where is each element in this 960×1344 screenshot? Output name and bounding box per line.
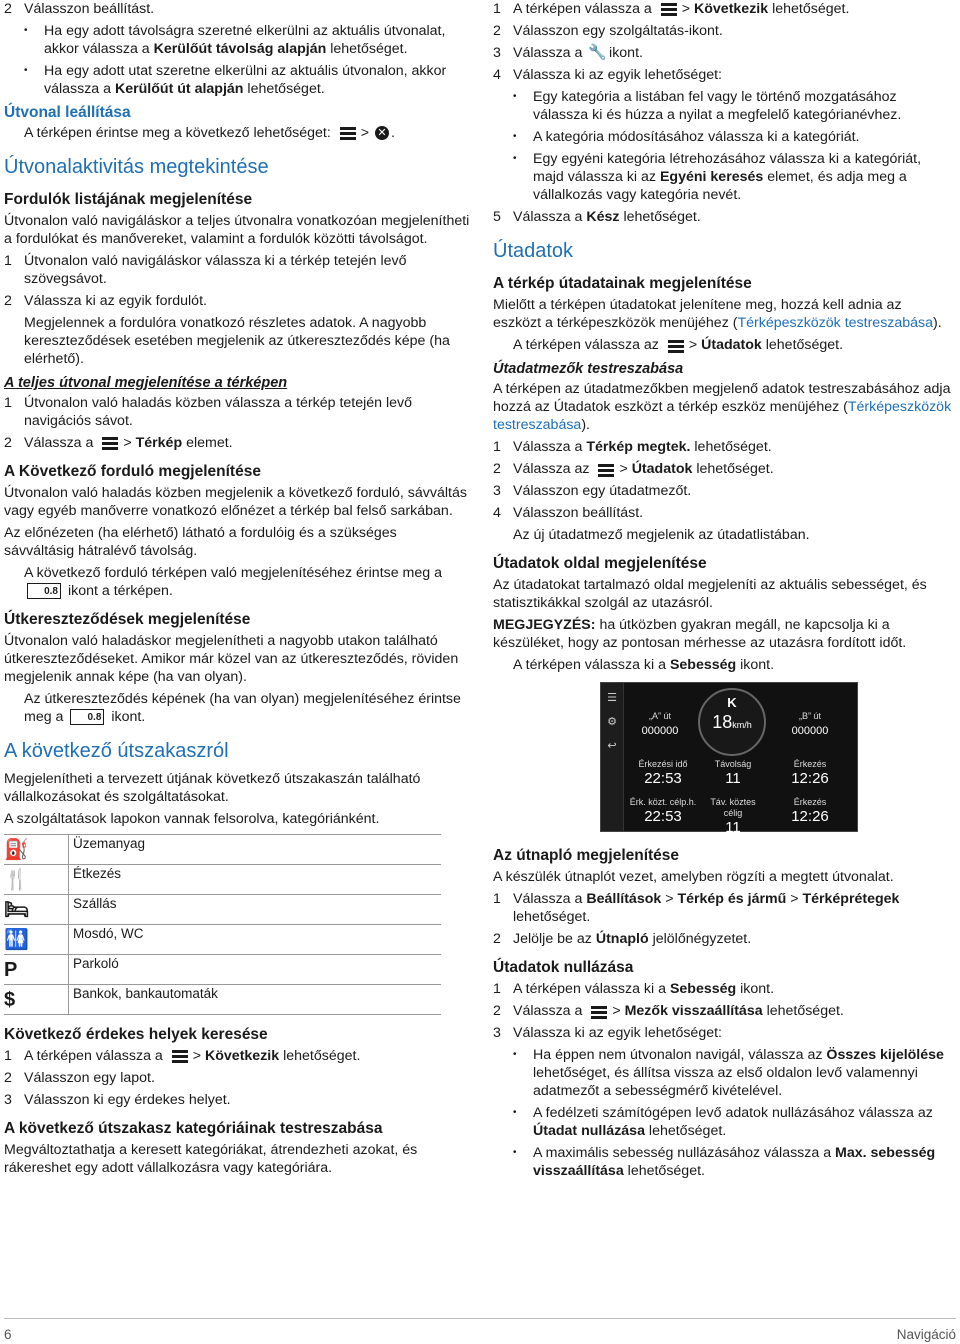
paragraph: A készülék útnaplót vezet, amelyben rögzíti a megtett útvonalat.: [493, 869, 894, 886]
paragraph: Mielőtt a térképen útadatokat jelenítene meg, hozzá kell adnia az eszközt a térképeszközök menüjéhez (Térképeszközök testreszabása).: [493, 297, 942, 332]
distance-field[interactable]: Távolság 11: [714, 759, 752, 788]
paragraph: Megváltoztathatja a keresett kategóriákat, átrendezheti azokat, és rákereshet egy adott vállalkozásra vagy kategóriára.: [4, 1142, 418, 1176]
subheading: Útadatok nullázása: [493, 959, 634, 977]
bullet-item: • Egy egyéni kategória létrehozásához válassza ki a kategóriát, majd válassza ki az Egyéni keresés elemet, és adja meg a vállalkozás vagy kategória nevét.: [513, 151, 922, 204]
bullet-item: • Ha egy adott utat szeretne elkerülni az aktuális útvonalon, akkor válassza a Kerülőút út alapján lehetőséget.: [24, 63, 447, 97]
step: 5 Válassza a Kész lehetőséget.: [493, 209, 701, 226]
menu-icon: [596, 463, 616, 477]
menu-icon: [666, 339, 686, 353]
paragraph: Az útkereszteződés képének (ha van olyan) megjelenítéséhez érintse meg a 0.8 ikont.: [24, 691, 461, 725]
subheading: Az útnapló megjelenítése: [493, 847, 680, 865]
bullet-item: • Ha éppen nem útvonalon navigál, válassza az Összes kijelölése lehetőséget, és állítsa vissza az első oldalon levő valamennyi adatmezőt a sebességmérő kivételével.: [513, 1047, 944, 1100]
footer-divider: [4, 1318, 956, 1319]
step: 2 Válasszon egy lapot.: [4, 1070, 155, 1086]
step: 1 Válassza a Térkép megtek. lehetőséget.: [493, 439, 772, 456]
subheading: A teljes útvonal megjelenítése a térképen: [4, 375, 288, 391]
step: 1 Válassza a Beállítások > Térkép és jármű > Térképrétegek lehetőséget.: [493, 891, 900, 926]
restroom-icon: 🚻: [4, 925, 69, 955]
step: 2 Válassza a > Térkép elemet.: [4, 435, 233, 451]
note: MEGJEGYZÉS: ha útközben gyakran megáll, ne kapcsolja ki a készüléket, hogy az pontosan mérhesse az utazásra fordított időt.: [493, 617, 907, 652]
subheading: Útadatmezők testreszabása: [493, 361, 684, 378]
paragraph: Az útadatokat tartalmazó oldal megjeleníti az aktuális sebességet, és statisztikákkal szolgál az utazásról.: [493, 577, 927, 612]
section-heading: Útvonal leállítása: [4, 104, 131, 121]
step: 1 A térképen válassza a > Következik lehetőséget.: [493, 1, 850, 17]
paragraph: Útvonalon való haladás közben megjelenik a következő forduló, sávváltás vagy egyéb manőverre vonatkozó előnézet a térkép bal felső sarkában.: [4, 485, 467, 519]
speedometer: K 18km/h: [698, 688, 766, 756]
subheading: A térkép útadatainak megjelenítése: [493, 275, 752, 293]
step: 2 Válasszon egy szolgáltatás-ikont.: [493, 23, 723, 39]
menu-icon: [338, 126, 358, 140]
back-icon: ↩: [607, 740, 617, 753]
food-icon: 🍴: [4, 865, 69, 895]
lodging-icon: 🛏: [4, 895, 69, 925]
step: 1 Útvonalon való haladás közben válassza a térkép tetején levő navigációs sávot.: [4, 395, 413, 429]
bullet-item: • A maximális sebesség nullázásához válassza a Max. sebesség visszaállítása lehetőséget.: [513, 1145, 936, 1180]
step: 1 A térképen válassza a > Következik lehetőséget.: [4, 1048, 361, 1064]
arrival-field-2[interactable]: Érkezés 12:26: [791, 797, 829, 826]
footer-title: Navigáció: [896, 1327, 956, 1342]
section-heading: Útvonalaktivitás megtekintése: [4, 156, 269, 178]
subheading: A Következő forduló megjelenítése: [4, 463, 261, 480]
menu-icon: ☰: [607, 692, 617, 705]
junction-sign-icon: 0.8: [70, 709, 104, 725]
step: 3 Válasszon ki egy érdekes helyet.: [4, 1092, 231, 1108]
section-heading: Útadatok: [493, 240, 574, 263]
table-row: 🚻 Mosdó, WC: [4, 925, 441, 955]
link[interactable]: Térképeszközök testreszabása: [493, 399, 952, 434]
trip-a[interactable]: „A” út 000000: [641, 711, 679, 738]
subheading: A következő útszakasz kategóriáinak testreszabása: [4, 1120, 383, 1137]
bullet-item: • Ha egy adott távolságra szeretné elkerülni az aktuális útvonalat, akkor válassza a Kerülőút távolság alapján lehetőséget.: [24, 23, 446, 57]
page-number: 6: [4, 1327, 12, 1342]
paragraph: A szolgáltatások lapokon vannak felsorolva, kategóriánként.: [4, 811, 380, 827]
subheading: Útadatok oldal megjelenítése: [493, 555, 707, 573]
paragraph: A térképen válassza az > Útadatok lehetőséget.: [513, 337, 844, 354]
step: 3 Válassza ki az egyik lehetőséget:: [493, 1025, 722, 1042]
right-column: [493, 0, 953, 1184]
table-row: ⛽ Üzemanyag: [4, 835, 441, 865]
subheading: Következő érdekes helyek keresése: [4, 1026, 268, 1043]
paragraph: Útvonalon való navigáláskor a teljes útvonalra vonatkozóan megjelenítheti a fordulókat és manővereket, valamint a fordulók közötti távolságot.: [4, 213, 470, 247]
bullet-item: • Egy kategória a listában fel vagy le történő mozgatásához válassza ki és húzza a nyilat a megfelelő kategórianévhez.: [513, 89, 902, 124]
paragraph: A térképen érintse meg a következő lehetőséget: > ✕ .: [24, 125, 395, 141]
bank-icon: $: [4, 985, 69, 1015]
step: 3 Válasszon egy útadatmezőt.: [493, 483, 692, 500]
table-row: 🛏 Szállás: [4, 895, 441, 925]
settings-icon: ⚙: [607, 716, 617, 729]
section-heading: A következő útszakaszról: [4, 740, 229, 762]
subheading: Útkereszteződések megjelenítése: [4, 611, 251, 628]
trip-computer-screenshot: [600, 682, 858, 837]
link[interactable]: Térképeszközök testreszabása: [737, 315, 934, 332]
paragraph: A térképen válassza ki a Sebesség ikont.: [513, 657, 775, 674]
step: 2 Jelölje be az Útnapló jelölőnégyzetet.: [493, 931, 752, 948]
fuel-icon: ⛽: [4, 835, 69, 865]
paragraph: A következő forduló térképen való megjelenítéséhez érintse meg a 0.8 ikont a térképen.: [24, 565, 442, 599]
step: 3 Válassza a 🔧 ikont.: [493, 44, 643, 62]
step: 2 Válasszon beállítást.: [4, 1, 155, 17]
arrival-time-field[interactable]: Érkezési idő 22:53: [638, 759, 688, 788]
menu-icon: [589, 1005, 609, 1019]
step: 2 Válassza ki az egyik fordulót.: [4, 293, 207, 309]
via-distance-field[interactable]: Táv. köztes célig 11: [710, 797, 756, 837]
step: 4 Válasszon beállítást.: [493, 505, 644, 522]
menu-icon: [659, 2, 679, 16]
dash-sidebar: [601, 683, 624, 831]
subheading: Fordulók listájának megjelenítése: [4, 191, 253, 208]
table-row: P Parkoló: [4, 955, 441, 985]
via-arrival-field[interactable]: Érk. közt. célp.h. 22:53: [629, 797, 697, 826]
step: 4 Válassza ki az egyik lehetőséget:: [493, 67, 722, 84]
menu-icon: [170, 1049, 190, 1063]
paragraph: Útvonalon való haladáskor megjelenítheti a nagyobb utakon található útkereszteződéseket. Amikor már közel van az útkereszteződés, röviden megjelenik annak képe (ha van olyan).: [4, 633, 459, 685]
paragraph: Megjelenítheti a tervezett útjának következő útszakaszán található vállalkozásokat és szolgáltatásokat.: [4, 771, 421, 805]
paragraph: A térképen az útadatmezőkben megjelenő adatok testreszabásához adja hozzá az Útadatok eszközt a térkép eszköz menüjéhez (Térképeszközök testreszabása).: [493, 381, 952, 434]
menu-icon: [100, 436, 120, 450]
wrench-icon: 🔧: [588, 44, 608, 62]
step: 1 A térképen válassza ki a Sebesség ikont.: [493, 981, 775, 998]
category-table: [4, 834, 441, 1015]
left-column: [4, 0, 470, 1181]
paragraph: Az előnézeten (ha elérhető) látható a fordulóig és a szükséges sávváltásig hátralévő távolság.: [4, 525, 397, 559]
paragraph: Megjelennek a fordulóra vonatkozó részletes adatok. A nagyobb kereszteződések esetében megjelenik az útkereszteződés képe (ha elérhető).: [24, 315, 450, 367]
step: 1 Útvonalon való navigáláskor válassza ki a térkép tetején levő szövegsávot.: [4, 253, 407, 287]
close-icon: ✕: [375, 126, 389, 140]
arrival-field[interactable]: Érkezés 12:26: [791, 759, 829, 788]
table-row: $ Bankok, bankautomaták: [4, 985, 441, 1015]
bullet-item: • A fedélzeti számítógépen levő adatok nullázásához válassza az Útadat nullázása lehetőséget.: [513, 1105, 933, 1140]
trip-b[interactable]: „B” út 000000: [791, 711, 829, 738]
junction-sign-icon: 0.8: [27, 583, 61, 599]
parking-icon: P: [4, 955, 69, 985]
step: 2 Válassza az > Útadatok lehetőséget.: [493, 461, 774, 478]
bullet-item: • A kategória módosításához válassza ki a kategóriát.: [513, 129, 860, 146]
paragraph: Az új útadatmező megjelenik az útadatlistában.: [513, 527, 810, 544]
table-row: 🍴 Étkezés: [4, 865, 441, 895]
step: 2 Válassza a > Mezők visszaállítása lehetőséget.: [493, 1003, 844, 1020]
